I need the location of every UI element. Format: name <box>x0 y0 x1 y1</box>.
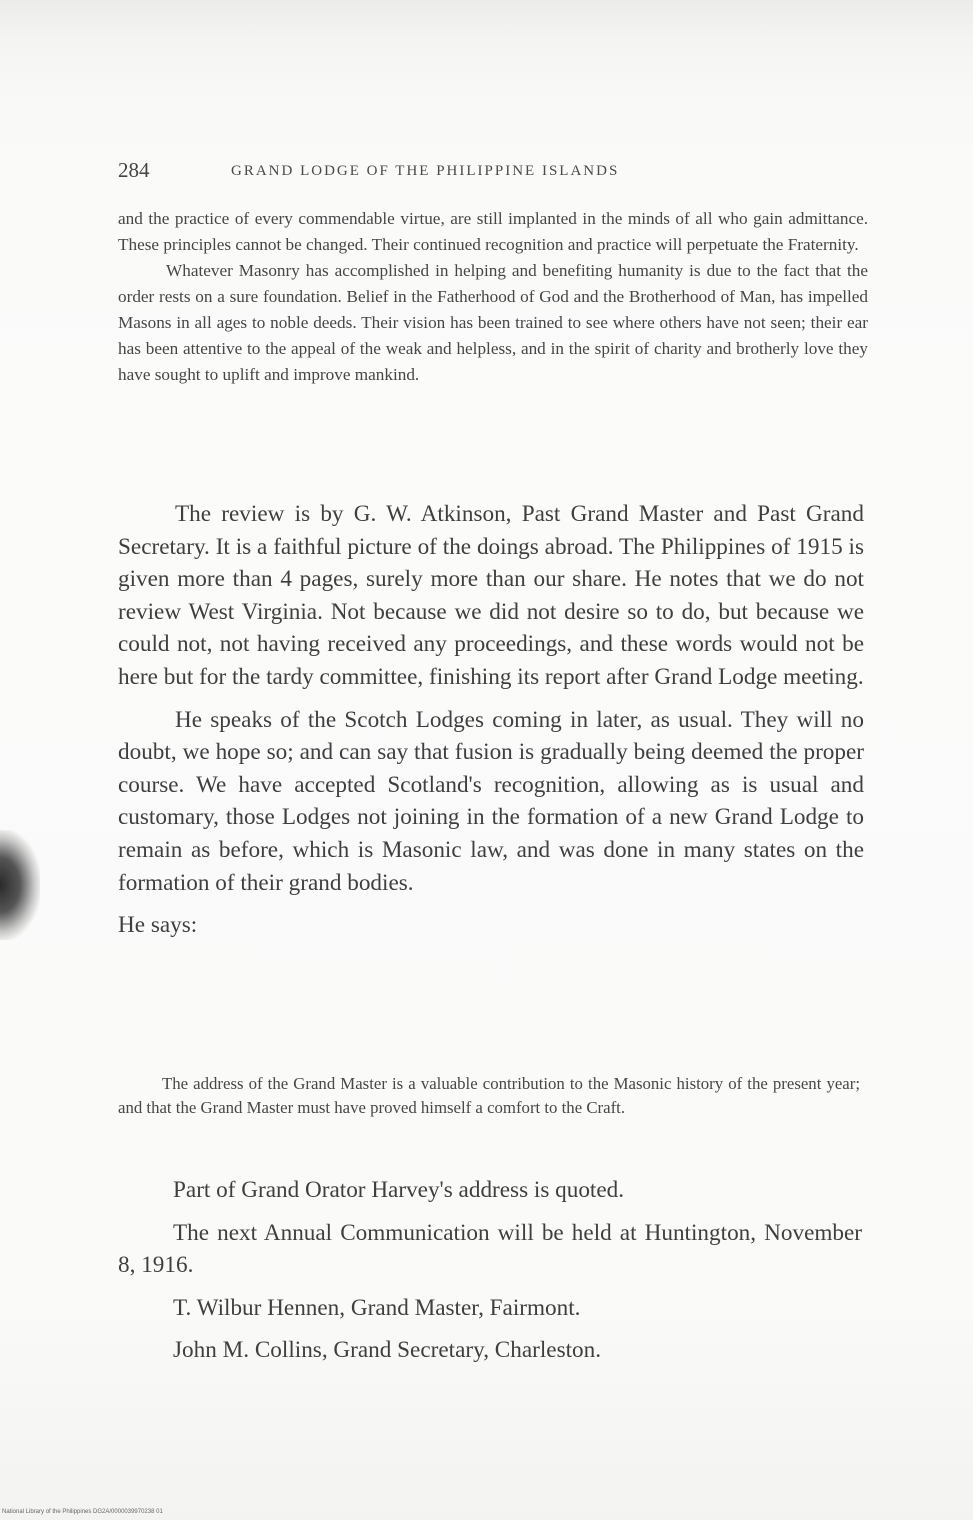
header-title: GRAND LODGE OF THE PHILIPPINE ISLANDS <box>231 163 620 179</box>
closing-paragraph-2: The next Annual Communication will be held at Huntington, November 8, 1916. <box>118 1219 862 1279</box>
block-quote <box>118 1072 860 1120</box>
quoted-excerpt <box>118 206 868 388</box>
scan-credit: National Library of the Philippines DG2A/0000039970238 01 <box>2 1509 163 1515</box>
body-paragraph-2: He speaks of the Scotch Lodges coming in later, as usual. They will no doubt, we hope so; and can say that fusion is gradually being deemed the proper course. We have accepted Scotland's recognition, allowing as is usual and customary, those Lodges not joining in the formation of a new Grand Lodge to remain as before, which is Masonic law, and was done in many states on the formation of their grand bodies. <box>118 706 864 896</box>
closing-paragraph-3: T. Wilbur Hennen, Grand Master, Fairmont. <box>173 1294 581 1321</box>
closing-text <box>118 1174 862 1377</box>
body-paragraph-1: The review is by G. W. Atkinson, Past Grand Master and Past Grand Secretary. It is a faithful picture of the doings abroad. The Philippines of 1915 is given more than 4 pages, surely more than our share. He notes that we do not review West Virginia. Not because we did not desire so to do, but because we could not, not having received any proceedings, and these words would not be here but for the tardy committee, finishing its report after Grand Lodge meeting. <box>118 501 864 690</box>
excerpt-paragraph-1: and the practice of every commendable virtue, are still implanted in the minds of all who gain admittance. These principles cannot be changed. Their continued recognition and practice will perpetuate the Fraternity. <box>118 209 868 254</box>
running-header <box>118 158 858 188</box>
excerpt-paragraph-2: Whatever Masonry has accomplished in helping and benefiting humanity is due to the fact that the order rests on a sure foundation. Belief in the Fatherhood of God and the Brotherhood of Man, has impelled Masons in all ages to noble deeds. Their vision has been trained to see where others have not seen; their ear has been attentive to the appeal of the weak and helpless, and in the spirit of charity and brotherly love they have sought to uplift and improve mankind. <box>118 261 868 384</box>
body-paragraph-3: He says: <box>118 912 198 939</box>
page-number: 284 <box>118 158 150 182</box>
closing-paragraph-4: John M. Collins, Grand Secretary, Charleston. <box>173 1337 602 1364</box>
closing-paragraph-1: Part of Grand Orator Harvey's address is quoted. <box>173 1177 625 1203</box>
body-text <box>118 498 864 944</box>
page-edge-shadow <box>0 830 40 940</box>
quote-paragraph: The address of the Grand Master is a valuable contribution to the Masonic history of the present year; and that the Grand Master must have proved himself a comfort to the Craft. <box>118 1074 860 1117</box>
